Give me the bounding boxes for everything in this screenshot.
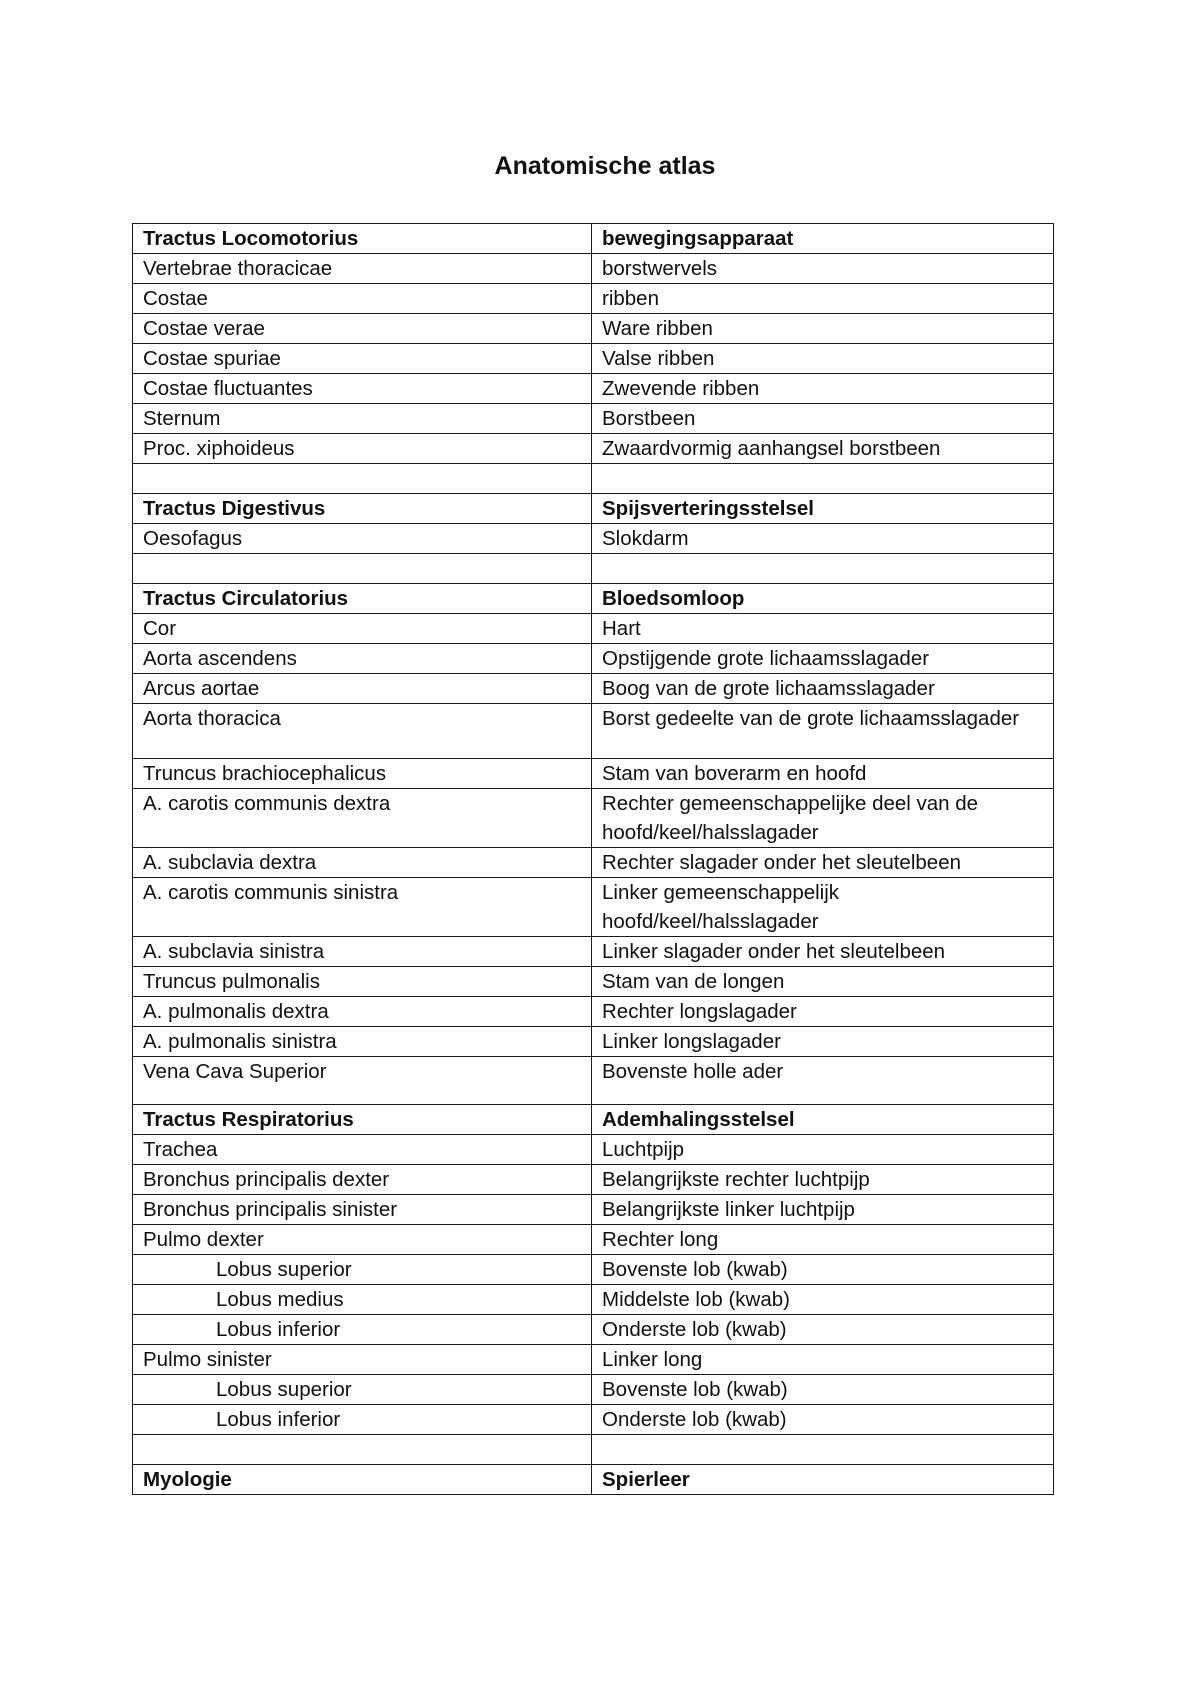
- dutch-term-cell: Opstijgende grote lichaamsslagader: [592, 644, 1054, 674]
- dutch-term-cell: Rechter slagader onder het sleutelbeen: [592, 848, 1054, 878]
- latin-term-cell: Trachea: [133, 1135, 592, 1165]
- table-row: [133, 759, 1054, 789]
- table-row-indented: [133, 1255, 1054, 1285]
- table-row: [133, 524, 1054, 554]
- dutch-term-cell: [592, 464, 1054, 494]
- table-row: [133, 614, 1054, 644]
- latin-term-cell: Costae: [133, 284, 592, 314]
- dutch-term-cell: Borst gedeelte van de grote lichaamsslagader: [592, 704, 1054, 759]
- latin-term-cell: Myologie: [133, 1465, 592, 1495]
- dutch-term-cell: Spijsverteringsstelsel: [592, 494, 1054, 524]
- latin-term-cell: A. subclavia sinistra: [133, 937, 592, 967]
- table-row: [133, 937, 1054, 967]
- table-row-indented: [133, 1375, 1054, 1405]
- dutch-term-cell: Rechter long: [592, 1225, 1054, 1255]
- dutch-term-cell: Bovenste lob (kwab): [592, 1255, 1054, 1285]
- table-row: [133, 344, 1054, 374]
- dutch-term-cell: Slokdarm: [592, 524, 1054, 554]
- latin-term-cell: Lobus inferior: [133, 1315, 592, 1345]
- dutch-term-cell: Bloedsomloop: [592, 584, 1054, 614]
- latin-term-cell: A. carotis communis dextra: [133, 789, 592, 848]
- dutch-term-cell: Onderste lob (kwab): [592, 1405, 1054, 1435]
- dutch-term-cell: Belangrijkste linker luchtpijp: [592, 1195, 1054, 1225]
- table-row: [133, 878, 1054, 937]
- dutch-term-cell: Zwevende ribben: [592, 374, 1054, 404]
- latin-term-cell: Costae spuriae: [133, 344, 592, 374]
- table-row: [133, 1195, 1054, 1225]
- dutch-term-cell: Ware ribben: [592, 314, 1054, 344]
- dutch-term-cell: Luchtpijp: [592, 1135, 1054, 1165]
- table-row: [133, 1027, 1054, 1057]
- dutch-term-cell: bewegingsapparaat: [592, 224, 1054, 254]
- latin-term-cell: Cor: [133, 614, 592, 644]
- table-row: [133, 254, 1054, 284]
- table-row-indented: [133, 1405, 1054, 1435]
- table-row-section-header: [133, 224, 1054, 254]
- latin-term-cell: Bronchus principalis sinister: [133, 1195, 592, 1225]
- table-row: [133, 674, 1054, 704]
- dutch-term-cell: Linker long: [592, 1345, 1054, 1375]
- dutch-term-cell: ribben: [592, 284, 1054, 314]
- latin-term-cell: Pulmo sinister: [133, 1345, 592, 1375]
- dutch-term-cell: Valse ribben: [592, 344, 1054, 374]
- latin-term-cell: Tractus Locomotorius: [133, 224, 592, 254]
- dutch-term-cell: Linker slagader onder het sleutelbeen: [592, 937, 1054, 967]
- latin-term-cell: Vena Cava Superior: [133, 1057, 592, 1105]
- table-row-indented: [133, 1315, 1054, 1345]
- latin-term-cell: Arcus aortae: [133, 674, 592, 704]
- latin-term-cell: A. subclavia dextra: [133, 848, 592, 878]
- table-row: [133, 284, 1054, 314]
- table-row-empty: [133, 1435, 1054, 1465]
- table-row: [133, 1345, 1054, 1375]
- dutch-term-cell: Borstbeen: [592, 404, 1054, 434]
- dutch-term-cell: Stam van de longen: [592, 967, 1054, 997]
- latin-term-cell: Lobus superior: [133, 1375, 592, 1405]
- table-row: [133, 1225, 1054, 1255]
- dutch-term-cell: Spierleer: [592, 1465, 1054, 1495]
- page-title: Anatomische atlas: [494, 152, 716, 180]
- dutch-term-cell: [592, 554, 1054, 584]
- table-row-empty: [133, 554, 1054, 584]
- latin-term-cell: Pulmo dexter: [133, 1225, 592, 1255]
- latin-term-cell: [133, 464, 592, 494]
- table-row: [133, 644, 1054, 674]
- dutch-term-cell: Bovenste holle ader: [592, 1057, 1054, 1105]
- dutch-term-cell: Hart: [592, 614, 1054, 644]
- dutch-term-cell: [592, 1435, 1054, 1465]
- dutch-term-cell: Linker gemeenschappelijk hoofd/keel/halsslagader: [592, 878, 1054, 937]
- dutch-term-cell: Stam van boverarm en hoofd: [592, 759, 1054, 789]
- latin-term-cell: Tractus Digestivus: [133, 494, 592, 524]
- latin-term-cell: Truncus pulmonalis: [133, 967, 592, 997]
- latin-term-cell: Lobus inferior: [133, 1405, 592, 1435]
- table-row-section-header: [133, 1465, 1054, 1495]
- table-row: [133, 704, 1054, 759]
- dutch-term-cell: Linker longslagader: [592, 1027, 1054, 1057]
- latin-term-cell: A. pulmonalis dextra: [133, 997, 592, 1027]
- latin-term-cell: Vertebrae thoracicae: [133, 254, 592, 284]
- latin-term-cell: Costae fluctuantes: [133, 374, 592, 404]
- table-row-section-header: [133, 494, 1054, 524]
- latin-term-cell: A. carotis communis sinistra: [133, 878, 592, 937]
- table-row: [133, 434, 1054, 464]
- dutch-term-cell: Ademhalingsstelsel: [592, 1105, 1054, 1135]
- table-row-section-header: [133, 584, 1054, 614]
- latin-term-cell: Oesofagus: [133, 524, 592, 554]
- table-row-section-header: [133, 1105, 1054, 1135]
- table-row: [133, 997, 1054, 1027]
- table-row: [133, 1057, 1054, 1105]
- latin-term-cell: Bronchus principalis dexter: [133, 1165, 592, 1195]
- latin-term-cell: A. pulmonalis sinistra: [133, 1027, 592, 1057]
- latin-term-cell: [133, 1435, 592, 1465]
- dutch-term-cell: Onderste lob (kwab): [592, 1315, 1054, 1345]
- table-row: [133, 967, 1054, 997]
- table-row: [133, 789, 1054, 848]
- latin-term-cell: Truncus brachiocephalicus: [133, 759, 592, 789]
- latin-term-cell: Tractus Respiratorius: [133, 1105, 592, 1135]
- dutch-term-cell: Belangrijkste rechter luchtpijp: [592, 1165, 1054, 1195]
- dutch-term-cell: borstwervels: [592, 254, 1054, 284]
- dutch-term-cell: Boog van de grote lichaamsslagader: [592, 674, 1054, 704]
- table-row: [133, 374, 1054, 404]
- latin-term-cell: Tractus Circulatorius: [133, 584, 592, 614]
- table-row: [133, 1165, 1054, 1195]
- table-row-indented: [133, 1285, 1054, 1315]
- dutch-term-cell: Rechter longslagader: [592, 997, 1054, 1027]
- table-row-empty: [133, 464, 1054, 494]
- anatomy-table: [132, 223, 1054, 1495]
- dutch-term-cell: Rechter gemeenschappelijke deel van de hoofd/keel/halsslagader: [592, 789, 1054, 848]
- latin-term-cell: Costae verae: [133, 314, 592, 344]
- latin-term-cell: Proc. xiphoideus: [133, 434, 592, 464]
- latin-term-cell: [133, 554, 592, 584]
- table-row: [133, 1135, 1054, 1165]
- dutch-term-cell: Zwaardvormig aanhangsel borstbeen: [592, 434, 1054, 464]
- latin-term-cell: Lobus medius: [133, 1285, 592, 1315]
- table-row: [133, 404, 1054, 434]
- table-row: [133, 314, 1054, 344]
- latin-term-cell: Aorta thoracica: [133, 704, 592, 759]
- latin-term-cell: Aorta ascendens: [133, 644, 592, 674]
- dutch-term-cell: Middelste lob (kwab): [592, 1285, 1054, 1315]
- latin-term-cell: Lobus superior: [133, 1255, 592, 1285]
- table-row: [133, 848, 1054, 878]
- latin-term-cell: Sternum: [133, 404, 592, 434]
- dutch-term-cell: Bovenste lob (kwab): [592, 1375, 1054, 1405]
